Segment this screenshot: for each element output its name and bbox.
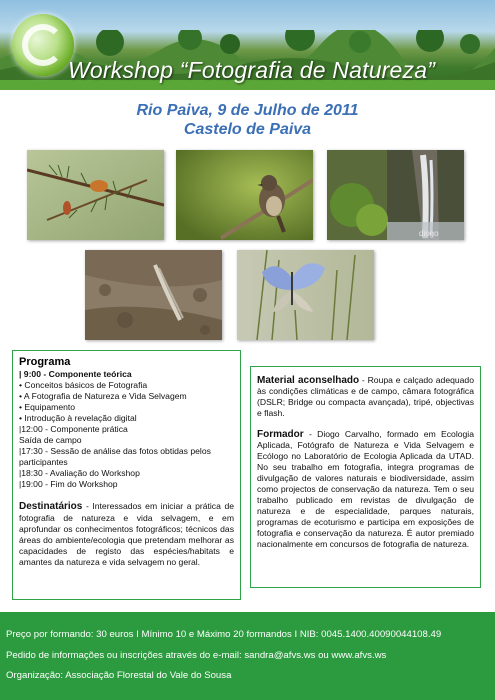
program-line: • A Fotografia de Natureza e Vida Selvagem [19, 391, 187, 401]
header-banner [0, 0, 495, 90]
photo-flycatcher-bird [176, 150, 313, 240]
program-heading: Programa [19, 356, 71, 368]
program-line: |19:00 - Fim do Workshop [19, 479, 118, 489]
program-line: |17:30 - Sessão de análise das fotos obtidas pelos participantes [19, 446, 211, 467]
formador-text: - Diogo Carvalho, formado em Ecologia Aplicada, Fotógrafo de Natureza e Vida Selvagem e Ecólogo no Laboratório de Ecologia Aplicada da UTAD. No seu trabalho em fotografia, integra programas de divulgação de valores naturais e biodiversidade, assim como projectos de conservação da natureza. Tem o seu trabalho publicado em revistas de divulgação de natureza e de especialidade, parques naturais, programas de ecoturismo e participa em exposições de fotografia e conservação da natureza. É autor premiado nacionalmente em concursos de fotografia de natureza. [257, 429, 474, 549]
formador-section [257, 429, 474, 550]
material-label: Material aconselhado [257, 375, 360, 386]
event-date-location: Rio Paiva, 9 de Julho de 2011 [136, 102, 359, 119]
material-section [257, 375, 474, 419]
photo-rock-stream [85, 250, 222, 340]
destinatarios-text: - Interessados em iniciar a prática de fotografia de natureza e vida selvagem, e em aprofundar os conhecimentos fotográficos; técnicos das áreas do ambiente/ecologia que pretendam melhorar as capacidades de registo das espécies/habitats e amantes da natureza e vida selvagem no geral. [19, 501, 234, 567]
organization-logo [12, 14, 74, 76]
info-panel [250, 366, 481, 588]
photo-pine-bird [27, 150, 164, 240]
program-schedule [19, 369, 234, 490]
material-text: - Roupa e calçado adequado às condições climáticas e de campo, câmara fotográfica (DSLR; Bridge ou compacta avançada), tripé, objectivas e flash. [257, 375, 474, 418]
program-line: |12:00 - Componente prática [19, 424, 128, 434]
program-line: • Conceitos básicos de Fotografia [19, 380, 148, 390]
photo-waterfall [327, 150, 464, 240]
photo-watermark: diogo [419, 229, 439, 238]
destinatarios-section [19, 500, 234, 568]
program-line: |18:30 - Avaliação do Workshop [19, 468, 140, 478]
footer-organization: Organização: Associação Florestal do Vale do Sousa [6, 670, 232, 681]
page-title: Workshop “Fotografia de Natureza” [68, 57, 436, 83]
footer-price: Preço por formando: 30 euros I Mínimo 10 e Máximo 20 formandos I NIB: 0045.1400.40090044108.49 [6, 629, 442, 640]
footer [0, 612, 495, 700]
program-line: | 9:00 - Componente teórica [19, 369, 132, 379]
photo-butterfly [237, 250, 374, 340]
program-line: • Introdução à revelação digital [19, 413, 137, 423]
program-panel [12, 350, 241, 600]
footer-contact: Pedido de informações ou inscrições através do e-mail: sandra@afvs.ws ou www.afvs.ws [6, 650, 387, 661]
program-line: Saída de campo [19, 435, 82, 445]
destinatarios-label: Destinatários [19, 501, 83, 512]
formador-label: Formador [257, 429, 304, 440]
event-venue: Castelo de Paiva [183, 121, 312, 138]
program-line: • Equipamento [19, 402, 76, 412]
